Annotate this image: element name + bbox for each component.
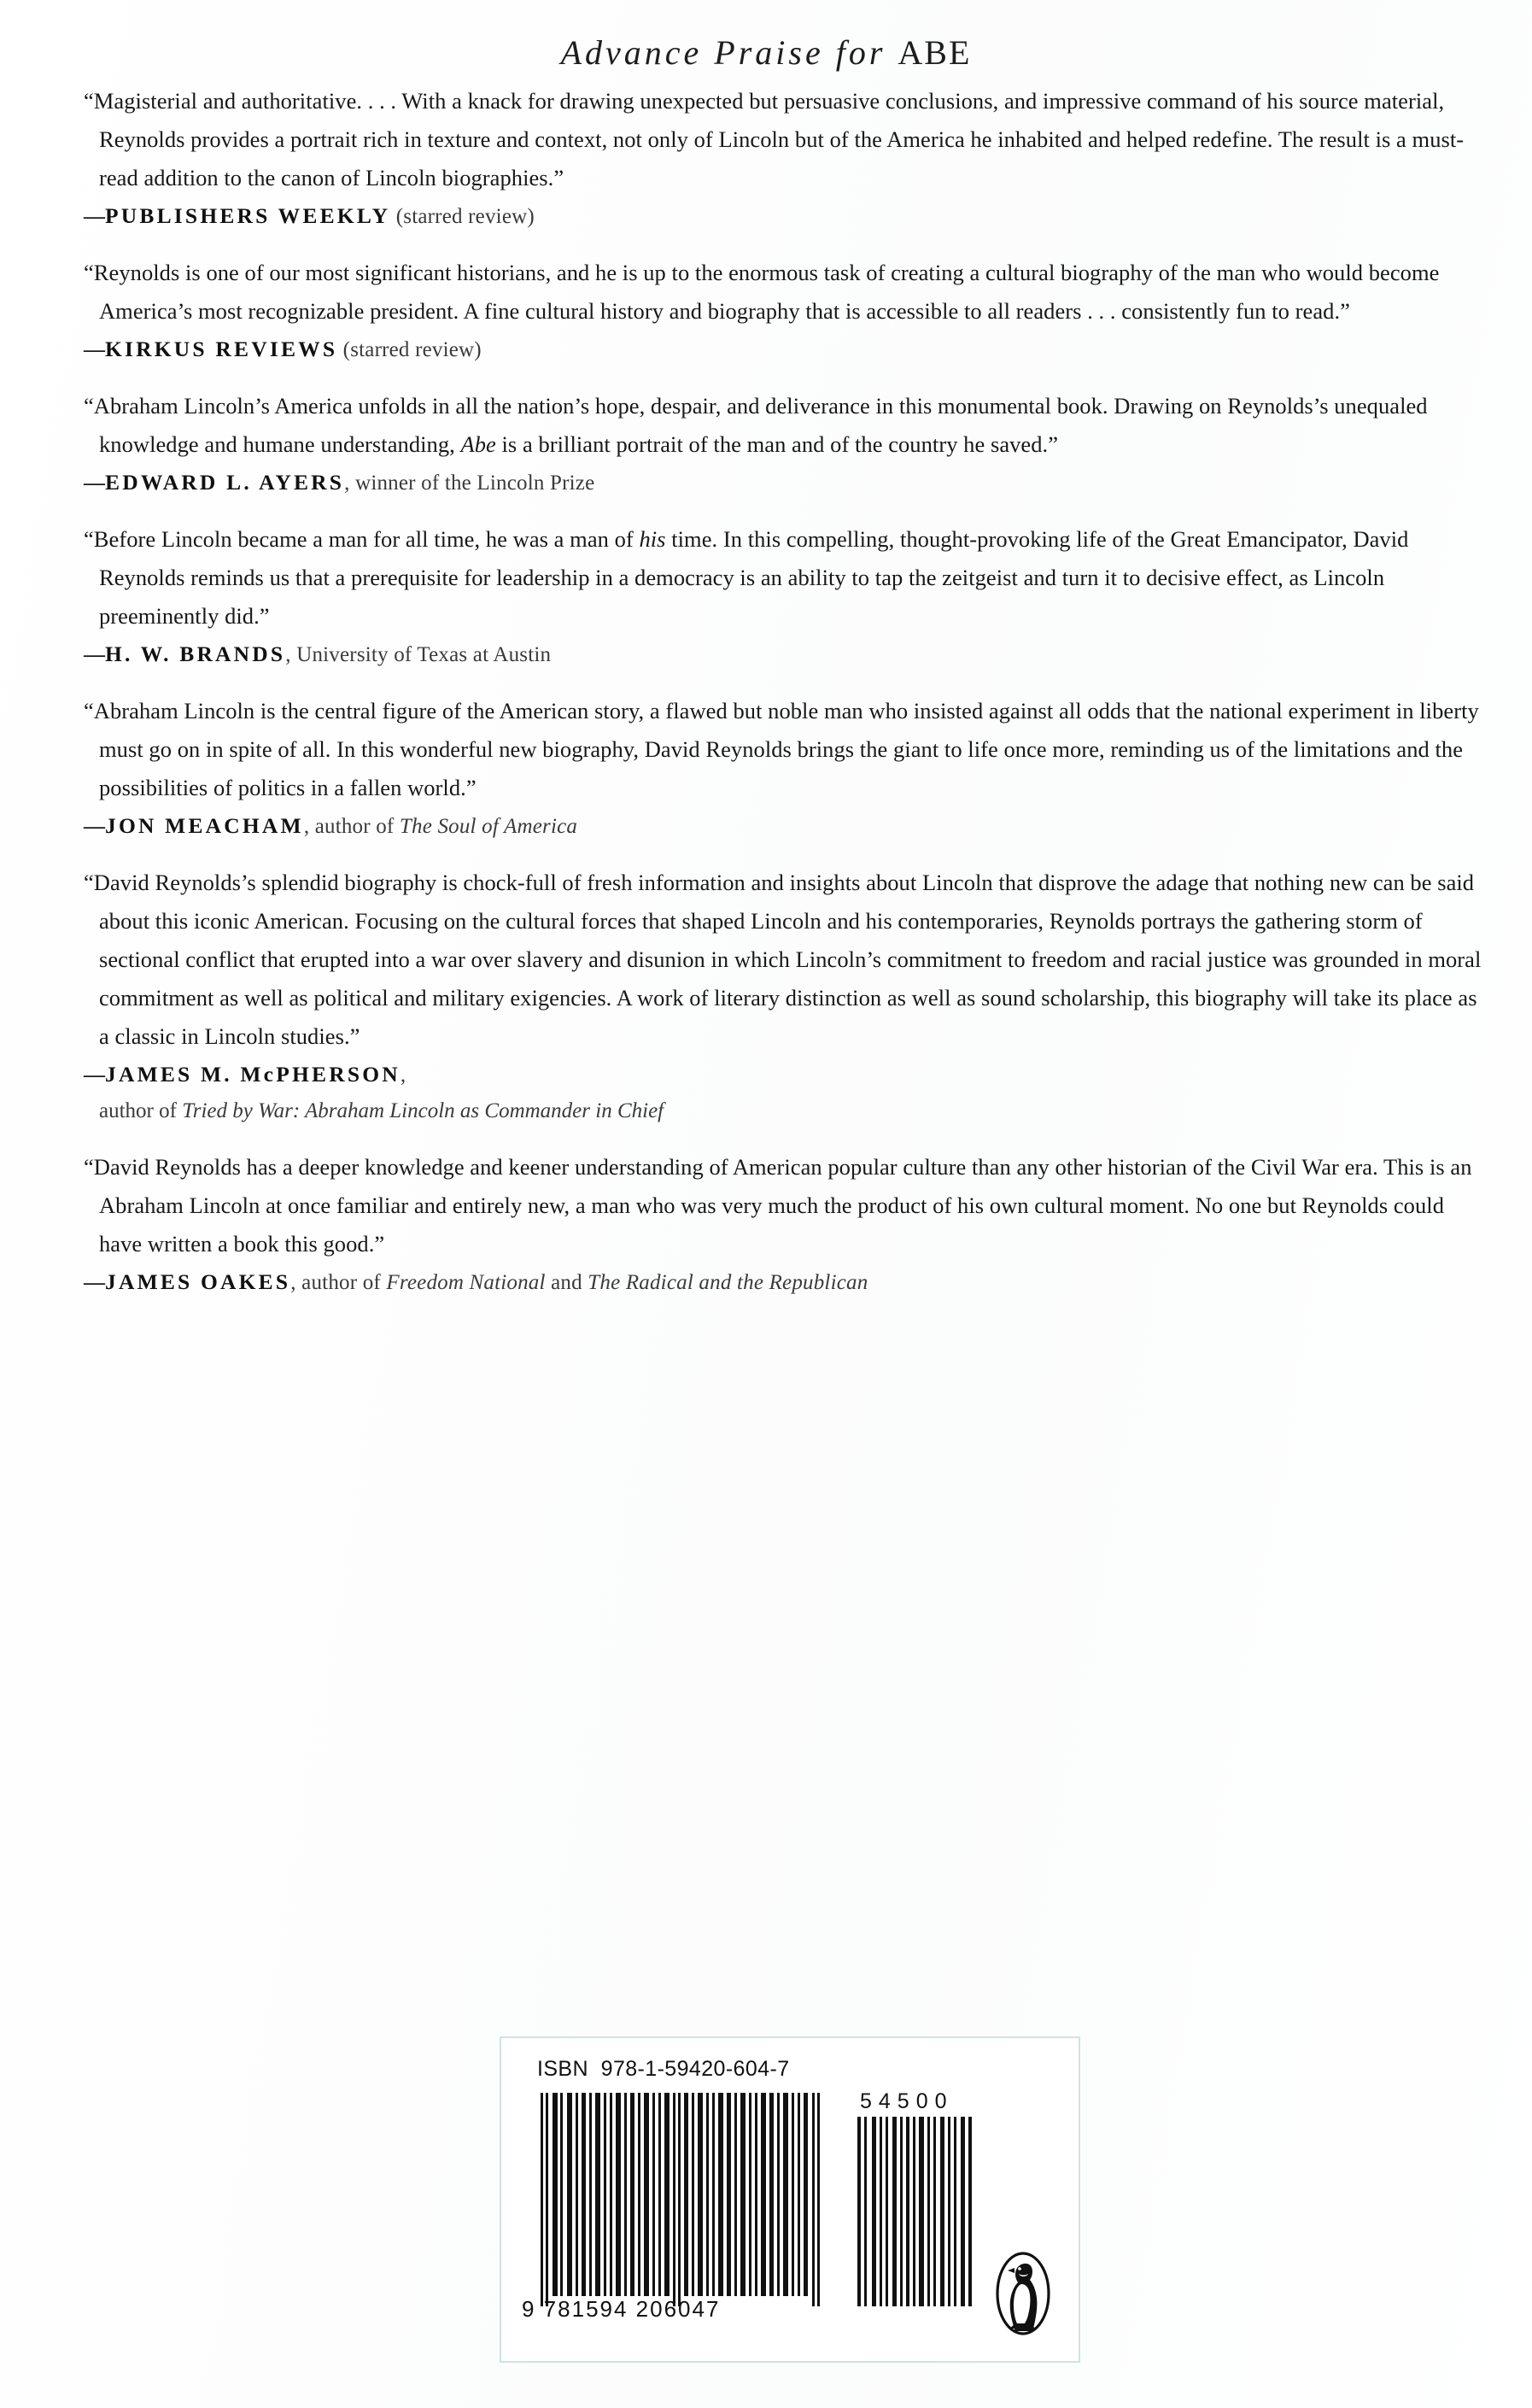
blurb-quote-part: time. In this compelling, thought-provoking life of the Great Emancipator, David Reynolds reminds us that a prerequisite for leadership in a democracy is an ability to tap the zeitgeist and turn it to decisive effect, as Lincoln preeminently did.”: [99, 526, 1409, 629]
attribution-descriptor: , winner of the Lincoln Prize: [344, 472, 595, 495]
attribution-work-title: The Soul of America: [399, 815, 578, 838]
attribution-descriptor: , author of: [290, 1271, 387, 1294]
attribution-descriptor-mid: and: [545, 1271, 588, 1294]
ean13-barcode: [539, 2093, 821, 2306]
blurb-quote: “Magisterial and authoritative. . . . With a knack for drawing unexpected but persuasive conclusions, and impressive command of his source material, Reynolds provides a portrait rich in texture and context, not only of Lincoln but of the America he inhabited and helped redefine. The result is a must-read addition to the canon of Lincoln biographies.”: [84, 88, 1465, 190]
blurb-item: [84, 692, 1488, 845]
attribution-dash: —: [84, 1271, 105, 1294]
blurb-quote: “David Reynolds’s splendid biography is chock-full of fresh information and insights about Lincoln that disprove the adage that nothing new can be said about this iconic American. Focusing on the cultural forces that shaped Lincoln and his contemporaries, Reynolds portrays the gathering storm of sectional conflict that erupted into a war over slavery and disunion in which Lincoln’s commitment to freedom and racial justice was grounded in moral commitment as well as political and military exigencies. A work of literary distinction as well as sound scholarship, this biography will take its place as a classic in Lincoln studies.”: [84, 870, 1482, 1049]
blurb-quote: [84, 387, 1488, 464]
blurb-quote-part: is a brilliant portrait of the man and of the country he saved.”: [495, 431, 1059, 457]
blurb-quote: “Reynolds is one of our most significant historians, and he is up to the enormous task of creating a cultural biography of the man who would become America’s most recognizable president. A fine cultural history and biography that is accessible to all readers . . . consistently fun to read.”: [84, 260, 1440, 324]
penguin-colophon-icon: [990, 2250, 1056, 2337]
attribution-work-title: Tried by War: Abraham Lincoln as Commander in Chief: [182, 1099, 664, 1122]
blurb-attribution: [84, 465, 1488, 501]
ean13-bars-svg: [539, 2093, 821, 2306]
blurb-item: [84, 1148, 1488, 1301]
blurb-quote-part: “Before Lincoln became a man for all time, he was a man of: [84, 526, 640, 552]
blurb-attribution: [84, 808, 1488, 845]
blurb-attribution: [84, 198, 1488, 235]
blurb-attribution: [84, 1057, 1488, 1093]
page-title-italic: Advance Praise for: [560, 33, 898, 72]
attribution-descriptor: , author of: [303, 815, 400, 838]
supplement-digits: 54500: [860, 2089, 954, 2113]
attribution-source: EDWARD L. AYERS: [105, 470, 345, 495]
page-title: [0, 32, 1532, 73]
attribution-descriptor: , University of Texas at Austin: [285, 643, 552, 666]
blurb-attribution: [84, 331, 1488, 368]
attribution-dash: —: [84, 643, 105, 666]
blurb-attribution-continuation: [84, 1093, 1488, 1129]
attribution-descriptor: (starred review): [390, 205, 535, 228]
attribution-source: JON MEACHAM: [105, 813, 304, 838]
attribution-work-title: Freedom National: [386, 1271, 546, 1294]
blurb-quote-italic: Abe: [460, 431, 496, 457]
blurb-quote: “Abraham Lincoln is the central figure of the American story, a flawed but noble man who insisted against all odds that the national experiment in liberty must go on in spite of all. In this wonderful new biography, David Reynolds brings the giant to life once more, reminding us of the limitations and the possibilities of politics in a fallen world.”: [84, 698, 1479, 800]
blurb-quote-italic: his: [639, 526, 666, 552]
attribution-dash: —: [84, 338, 105, 361]
ean5-supplement-barcode: [856, 2117, 975, 2306]
barcode-block: [500, 2036, 1080, 2363]
page-title-roman: ABE: [898, 33, 972, 72]
blurb-quote: “David Reynolds has a deeper knowledge and keener understanding of American popular culture than any other historian of the Civil War era. This is an Abraham Lincoln at once familiar and entirely new, a man who was very much the product of his own cultural moment. No one but Reynolds could have written a book this good.”: [84, 1154, 1472, 1257]
isbn-label: ISBN 978-1-59420-604-7: [537, 2057, 790, 2081]
attribution-source: KIRKUS REVIEWS: [105, 337, 338, 361]
blurb-list: [84, 82, 1488, 1320]
attribution-continuation-text: author of: [99, 1099, 183, 1122]
attribution-descriptor: ,: [400, 1063, 406, 1087]
blurb-item: [84, 387, 1488, 501]
attribution-dash: —: [84, 205, 105, 228]
attribution-work-title-second: The Radical and the Republican: [588, 1271, 868, 1294]
attribution-source: JAMES M. McPHERSON: [105, 1062, 401, 1087]
attribution-source: PUBLISHERS WEEKLY: [105, 203, 391, 228]
attribution-dash: —: [84, 815, 105, 838]
blurb-quote: [84, 520, 1488, 636]
ean13-digits: 9 781594 206047: [522, 2296, 721, 2322]
blurb-item: [84, 864, 1488, 1129]
blurb-attribution: [84, 636, 1488, 673]
blurb-item: [84, 520, 1488, 673]
blurb-attribution: [84, 1264, 1488, 1301]
attribution-source: JAMES OAKES: [105, 1269, 291, 1294]
attribution-descriptor: (starred review): [337, 338, 482, 361]
attribution-dash: —: [84, 472, 105, 495]
ean5-bars-svg: [856, 2117, 975, 2306]
blurb-quote-part: “Abraham Lincoln’s America unfolds in all the nation’s hope, despair, and deliverance in this monumental book. Drawing on Reynolds’s unequaled knowledge and humane understanding,: [84, 393, 1428, 457]
blurb-item: [84, 254, 1488, 368]
attribution-dash: —: [84, 1063, 105, 1087]
attribution-source: H. W. BRANDS: [105, 642, 286, 666]
blurb-item: [84, 82, 1488, 235]
